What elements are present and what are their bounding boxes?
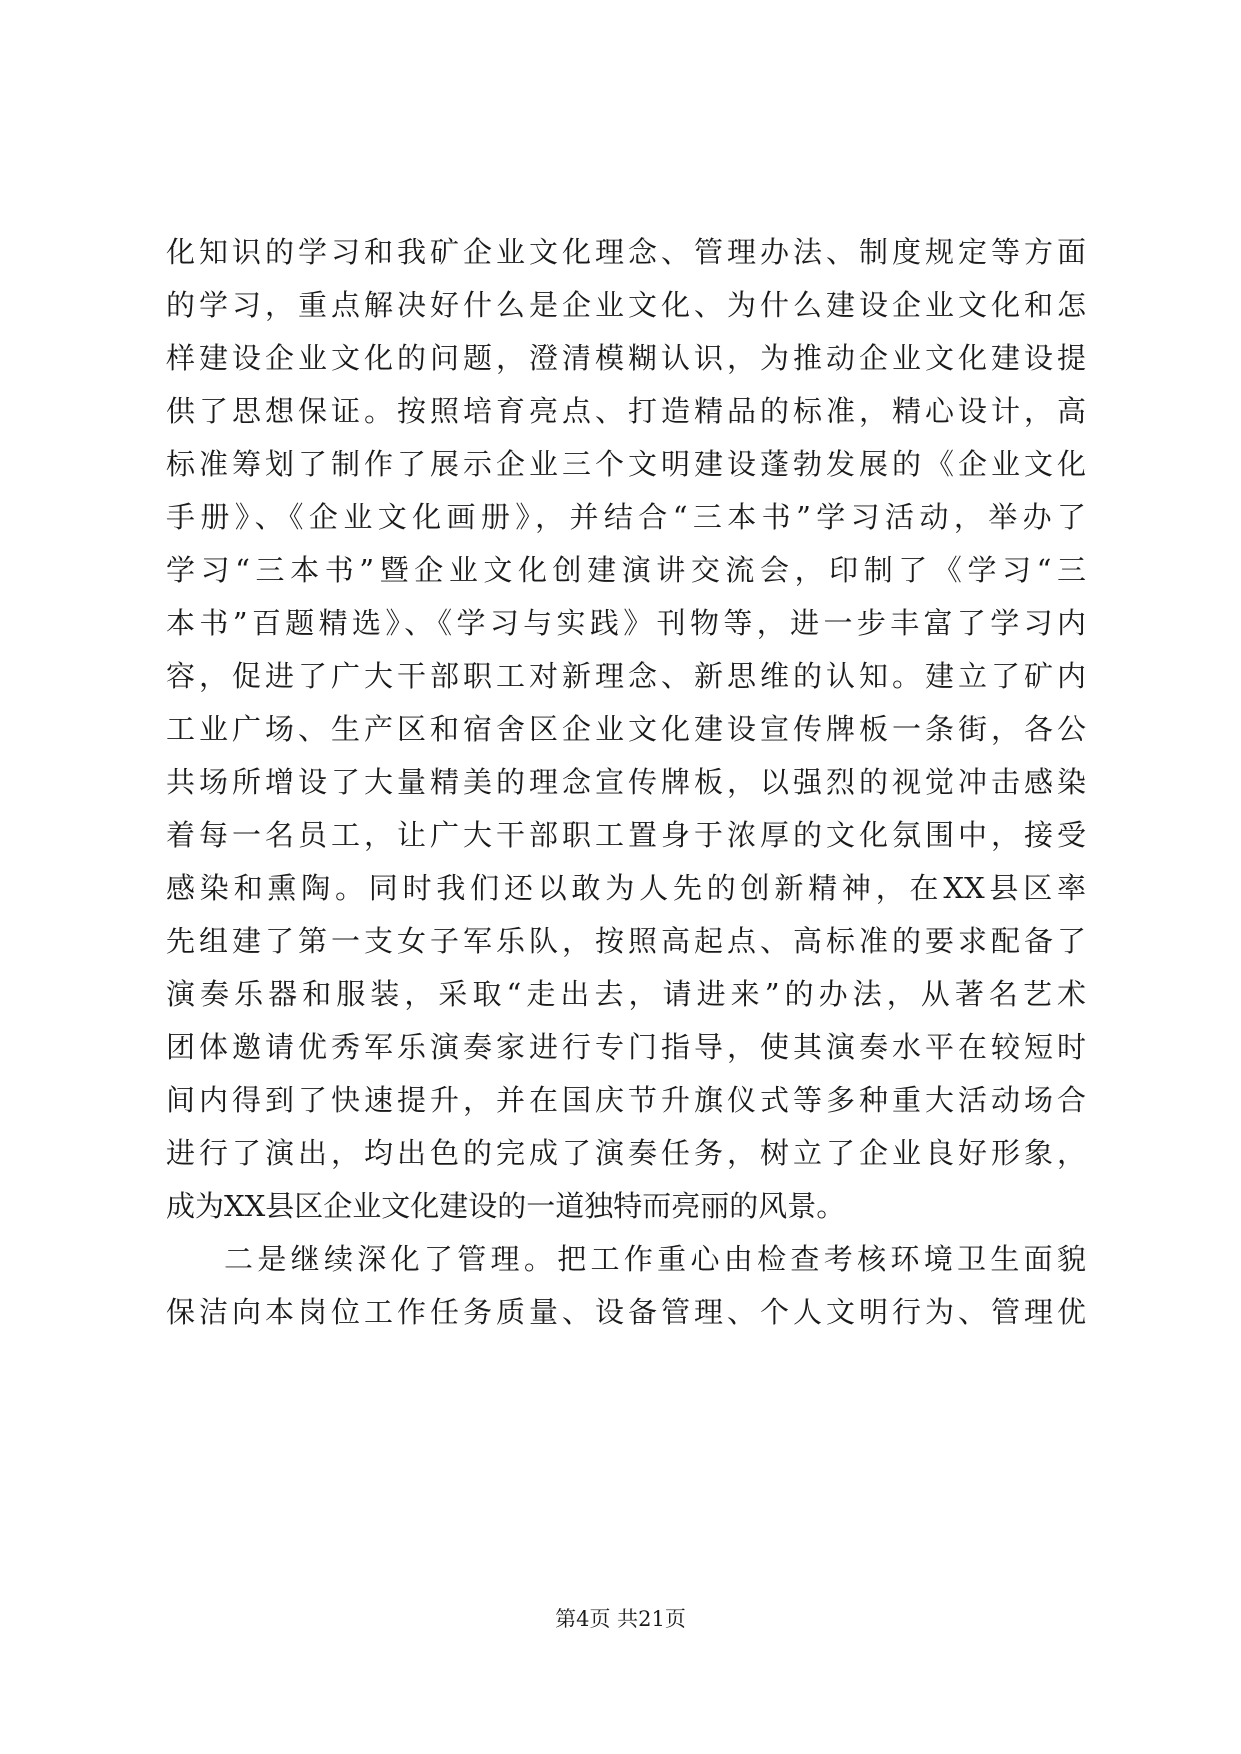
text-line: 本书”百题精选》、《学习与实践》刊物等，进一步丰富了学习内 [166, 606, 1086, 640]
text-line: 手册》、《企业文化画册》，并结合“三本书”学习活动，举办了 [166, 500, 1086, 534]
text-line: 共场所增设了大量精美的理念宣传牌板，以强烈的视觉冲击感染 [166, 765, 1086, 799]
text-line: 演奏乐器和服装，采取“走出去，请进来”的办法，从著名艺术 [166, 977, 1086, 1011]
text-line: 标准筹划了制作了展示企业三个文明建设蓬勃发展的《企业文化 [166, 447, 1086, 481]
text-line: 进行了演出，均出色的完成了演奏任务，树立了企业良好形象， [166, 1136, 1086, 1170]
text-line: 的学习，重点解决好什么是企业文化、为什么建设企业文化和怎 [166, 288, 1086, 322]
text-line: 感染和熏陶。同时我们还以敢为人先的创新精神，在XX县区率 [166, 871, 1086, 905]
text-line: 样建设企业文化的问题，澄清模糊认识，为推动企业文化建设提 [166, 341, 1086, 375]
text-line: 先组建了第一支女子军乐队，按照高起点、高标准的要求配备了 [166, 924, 1086, 958]
text-line: 间内得到了快速提升，并在国庆节升旗仪式等多种重大活动场合 [166, 1083, 1086, 1117]
paragraph-first-line: 二是继续深化了管理。把工作重心由检查考核环境卫生面貌 [224, 1242, 1086, 1276]
text-line: 着每一名员工，让广大干部职工置身于浓厚的文化氛围中，接受 [166, 818, 1086, 852]
body-text [166, 226, 1086, 1339]
page-number: 第4页 共21页 [555, 1607, 686, 1631]
text-line: 容，促进了广大干部职工对新理念、新思维的认知。建立了矿内 [166, 659, 1086, 693]
text-line: 供了思想保证。按照培育亮点、打造精品的标准，精心设计，高 [166, 394, 1086, 428]
text-line: 成为XX县区企业文化建设的一道独特而亮丽的风景。 [166, 1189, 846, 1223]
text-line: 保洁向本岗位工作任务质量、设备管理、个人文明行为、管理优 [166, 1295, 1086, 1329]
text-line: 工业广场、生产区和宿舍区企业文化建设宣传牌板一条街，各公 [166, 712, 1086, 746]
text-line: 化知识的学习和我矿企业文化理念、管理办法、制度规定等方面 [166, 235, 1086, 269]
text-line: 团体邀请优秀军乐演奏家进行专门指导，使其演奏水平在较短时 [166, 1030, 1086, 1064]
text-line: 学习“三本书”暨企业文化创建演讲交流会，印制了《学习“三 [166, 553, 1086, 587]
